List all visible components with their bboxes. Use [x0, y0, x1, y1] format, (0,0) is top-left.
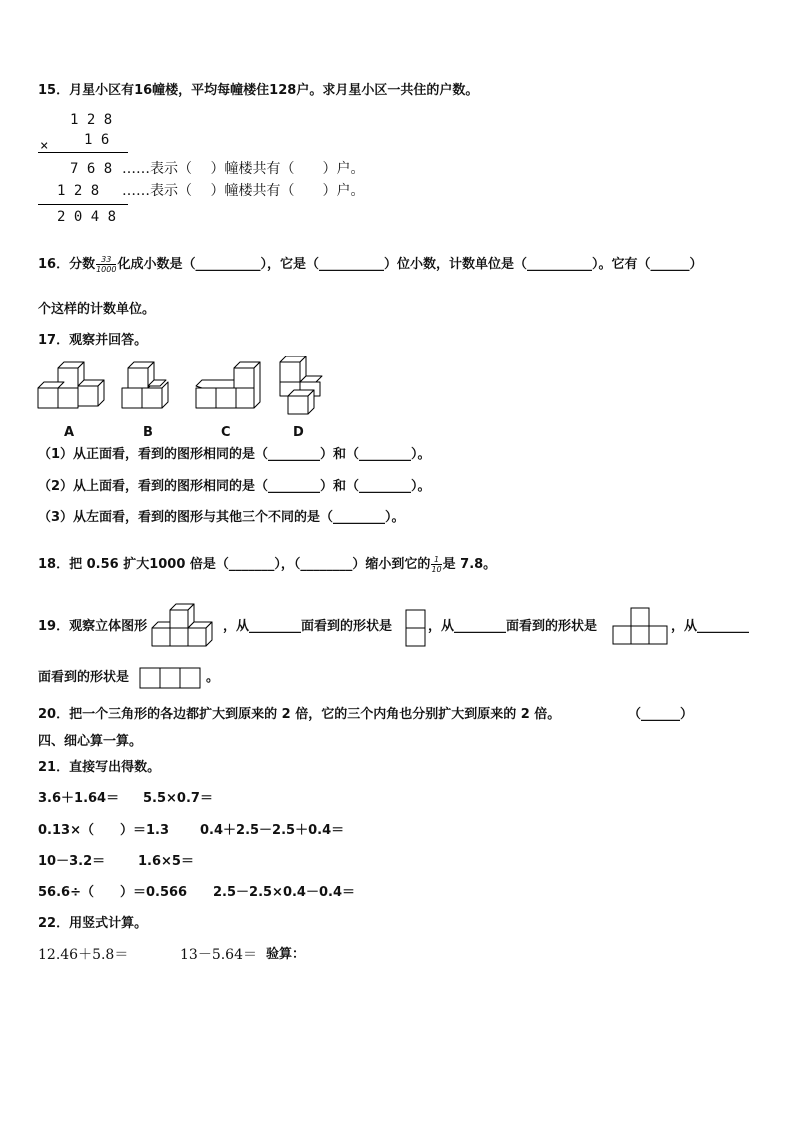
q18-part-b: 是 7.8。	[442, 557, 497, 572]
q21-r4-b: 2.5－2.5×0.4－0.4＝	[213, 885, 356, 900]
q15-partial-1-note: ……表示（ ）幢楼共有（ ）户。	[122, 161, 365, 177]
q15-multiplier: 1 6	[84, 132, 110, 148]
q16-line-1	[38, 255, 702, 274]
q15-rule-1	[38, 152, 128, 153]
q15-result: 2 0 4 8	[57, 209, 117, 225]
q19-solid-figure	[150, 602, 222, 648]
q21-title: 21．直接写出得数。	[38, 760, 161, 775]
q17-label-c: C	[221, 425, 231, 440]
q21-r1-a: 3.6＋1.64＝	[38, 791, 120, 806]
q15-rule-2	[38, 204, 128, 205]
q15-text: 15．月星小区有16幢楼，平均每幢楼住128户。求月星小区一共住的户数。	[38, 83, 479, 98]
q19-prefix: 19．观察立体图形	[38, 619, 148, 634]
q16-prefix: 16．分数	[38, 257, 96, 272]
figure-b	[122, 362, 168, 408]
q16-rest: 化成小数是（__________），它是（__________）位小数，计数单位是（__________）。它有（______）	[117, 257, 703, 272]
q19-end: 。	[206, 670, 220, 685]
q21-r1-b: 5.5×0.7＝	[143, 791, 213, 806]
q15-partial-1: 7 6 8	[70, 161, 113, 177]
q22-title: 22．用竖式计算。	[38, 916, 148, 931]
q16-line-2: 个这样的计数单位。	[38, 302, 156, 317]
q15-multiplicand: 1 2 8	[70, 112, 113, 128]
q17-title: 17．观察并回答。	[38, 333, 148, 348]
q15-partial-2-note: ……表示（ ）幢楼共有（ ）户。	[122, 183, 365, 199]
q17-sub-2: （2）从上面看，看到的图形相同的是（________）和（________）。	[38, 479, 431, 494]
figure-a	[38, 362, 104, 408]
q19-part-d: ，从________	[671, 619, 750, 634]
q21-r2-a: 0.13×（ ）＝1.3	[38, 823, 169, 838]
q22-expr-1: 12.46＋5.8＝	[38, 947, 129, 963]
q18-fraction: $\frac{1}{10}$	[431, 555, 442, 574]
q17-label-b: B	[143, 425, 153, 440]
q19-part-b: ，从________面看到的形状是	[223, 619, 393, 634]
q20-blank: （______）	[628, 707, 694, 722]
q18-part-a: 18．把 0.56 扩大1000 倍是（_______），（________）缩小到它的	[38, 557, 431, 572]
q22-check: 验算：	[266, 947, 306, 962]
q21-r4-a: 56.6÷（ ）＝0.566	[38, 885, 188, 900]
section-4-heading: 四、细心算一算。	[38, 734, 143, 749]
q17-cube-figures	[36, 356, 336, 418]
q15-times-sign: ×	[40, 138, 49, 154]
figure-d	[280, 356, 322, 414]
q19-view-3	[139, 667, 203, 689]
q18-line	[38, 555, 496, 574]
q19-view-2	[612, 607, 670, 645]
q21-r2-b: 0.4＋2.5－2.5＋0.4＝	[200, 823, 345, 838]
q17-sub-3: （3）从左面看，看到的图形与其他三个不同的是（________）。	[38, 510, 405, 525]
q19-part-c: ，从________面看到的形状是	[428, 619, 598, 634]
q19-view-1	[405, 609, 427, 647]
q17-sub-1: （1）从正面看，看到的图形相同的是（________）和（________）。	[38, 447, 431, 462]
q17-label-a: A	[64, 425, 75, 440]
figure-c	[196, 362, 260, 408]
q15-partial-2: 1 2 8	[57, 183, 100, 199]
q21-r3-b: 1.6×5＝	[138, 854, 194, 869]
q19-line-2: 面看到的形状是	[38, 670, 130, 685]
q20-text: 20．把一个三角形的各边都扩大到原来的 2 倍，它的三个内角也分别扩大到原来的 2 倍。	[38, 707, 561, 722]
q16-fraction: $\frac{33}{1000}$	[96, 255, 117, 274]
q17-label-d: D	[293, 425, 304, 440]
q22-expr-2: 13－5.64＝	[180, 947, 257, 963]
q21-r3-a: 10－3.2＝	[38, 854, 106, 869]
